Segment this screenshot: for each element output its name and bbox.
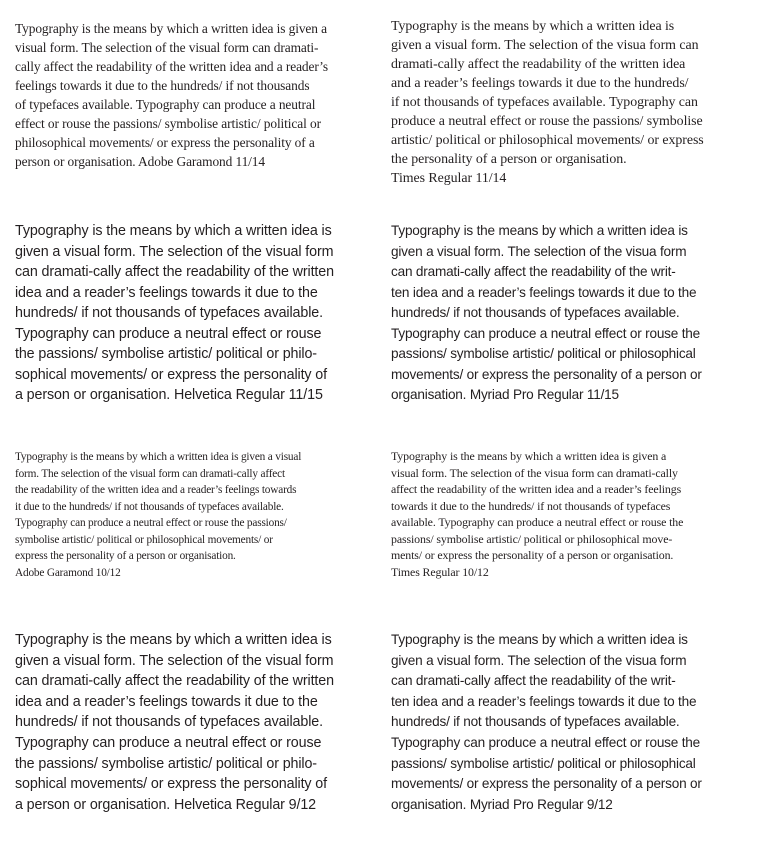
sample-line: given a visual form. The selection of the visual form bbox=[15, 652, 334, 669]
sample-line: Typography is the means by which a written idea is given a bbox=[15, 21, 327, 36]
sample-line: towards it due to the hundreds/ if not thousands of typefaces bbox=[391, 498, 671, 513]
sample-line: can dramati-cally affect the readability of the writ- bbox=[391, 264, 676, 279]
sample-line: hundreds/ if not thousands of typefaces available. bbox=[15, 714, 323, 731]
sample-line: movements/ or express the personality of a person or bbox=[391, 776, 702, 792]
sample-line: produce a neutral effect or rouse the passions/ symbolise bbox=[391, 114, 703, 129]
sample-line: effect or rouse the passions/ symbolise artistic/ political or bbox=[15, 116, 321, 131]
sample-line: hundreds/ if not thousands of typefaces available. bbox=[15, 305, 323, 321]
sample-line: if not thousands of typefaces available. Typography can bbox=[391, 95, 698, 110]
sample-line: a person or organisation. Helvetica Regular 11/15 bbox=[15, 387, 323, 403]
sample-line: hundreds/ if not thousands of typefaces available. bbox=[391, 714, 680, 730]
sample-line: it due to the hundreds/ if not thousands of typefaces available. bbox=[15, 500, 284, 513]
sample-line: passions/ symbolise artistic/ political or philosophical move- bbox=[391, 531, 673, 546]
sample-line: Typography is the means by which a written idea is bbox=[391, 632, 688, 647]
sample-line: Adobe Garamond 10/12 bbox=[15, 566, 121, 579]
sample-line: Times Regular 11/14 bbox=[391, 171, 507, 186]
sample-line: hundreds/ if not thousands of typefaces available. bbox=[391, 305, 680, 320]
sample-line: philosophical movements/ or express the personality of a bbox=[15, 135, 315, 150]
sample-line: passions/ symbolise artistic/ political or philosophical bbox=[391, 755, 696, 771]
sample-line: Typography is the means by which a written idea is bbox=[15, 223, 332, 239]
sample-line: idea and a reader’s feelings towards it due to the bbox=[15, 693, 318, 710]
sample-helvetica-regular-11-15 bbox=[15, 221, 334, 406]
sample-helvetica-regular-9-12 bbox=[15, 630, 334, 815]
sample-line: given a visual form. The selection of the visua form can bbox=[391, 38, 699, 53]
sample-line: sophical movements/ or express the personality of bbox=[15, 776, 327, 793]
sample-line: Typography can produce a neutral effect or rouse bbox=[15, 734, 322, 751]
sample-line: artistic/ political or philosophical movements/ or express bbox=[391, 133, 704, 148]
sample-line: movements/ or express the personality of a person or bbox=[391, 366, 702, 382]
sample-times-regular-10-12 bbox=[391, 448, 683, 580]
sample-line: feelings towards it due to the hundreds/ if not thousands bbox=[15, 78, 310, 93]
sample-line: Times Regular 10/12 bbox=[391, 564, 489, 579]
sample-line: can dramati-cally affect the readability of the written bbox=[15, 673, 334, 690]
sample-adobe-garamond-10-12 bbox=[15, 449, 301, 581]
sample-line: form. The selection of the visual form can dramati-cally affect bbox=[15, 467, 285, 480]
sample-line: organisation. Myriad Pro Regular 11/15 bbox=[391, 387, 619, 402]
sample-line: can dramati-cally affect the readability of the writ- bbox=[391, 673, 676, 689]
sample-line: ten idea and a reader’s feelings towards it due to the bbox=[391, 284, 697, 300]
sample-line: affect the readability of the written idea and a reader’s feelings bbox=[391, 482, 682, 496]
sample-line: organisation. Myriad Pro Regular 9/12 bbox=[391, 796, 613, 812]
sample-line: available. Typography can produce a neutral effect or rouse the bbox=[391, 515, 684, 529]
sample-line: express the personality of a person or organisation. bbox=[15, 550, 236, 562]
sample-line: sophical movements/ or express the personality of bbox=[15, 366, 327, 383]
sample-line: cally affect the readability of the written idea and a reader’s bbox=[15, 59, 328, 74]
sample-line: Typography can produce a neutral effect or rouse the bbox=[391, 325, 701, 341]
sample-line: of typefaces available. Typography can produce a neutral bbox=[15, 97, 316, 112]
sample-line: the readability of the written idea and a reader’s feelings towards bbox=[15, 484, 297, 496]
sample-line: ten idea and a reader’s feelings towards it due to the bbox=[391, 693, 697, 709]
sample-line: Typography can produce a neutral effect or rouse the bbox=[391, 734, 701, 750]
sample-line: the passions/ symbolise artistic/ political or philo- bbox=[15, 755, 317, 772]
sample-line: visual form. The selection of the visua form can dramati-cally bbox=[391, 465, 678, 480]
sample-line: and a reader’s feelings towards it due to the hundreds/ bbox=[391, 76, 689, 91]
sample-line: the passions/ symbolise artistic/ political or philo- bbox=[15, 346, 317, 362]
sample-myriad-pro-regular-9-12 bbox=[391, 630, 702, 815]
sample-line: Typography is the means by which a written idea is given a bbox=[391, 449, 667, 463]
sample-line: Typography is the means by which a written idea is bbox=[391, 19, 675, 34]
sample-line: symbolise artistic/ political or philosophical movements/ or bbox=[15, 533, 273, 546]
sample-line: given a visual form. The selection of the visua form bbox=[391, 243, 687, 259]
sample-line: given a visual form. The selection of the visua form bbox=[391, 652, 687, 668]
sample-myriad-pro-regular-11-15 bbox=[391, 221, 702, 406]
sample-line: a person or organisation. Helvetica Regular 9/12 bbox=[15, 796, 317, 813]
sample-line: person or organisation. Adobe Garamond 11/14 bbox=[15, 154, 265, 169]
sample-line: ments/ or express the personality of a person or organisation. bbox=[391, 548, 674, 562]
sample-line: visual form. The selection of the visual form can dramati- bbox=[15, 40, 319, 55]
sample-times-regular-11-14 bbox=[391, 17, 704, 188]
sample-line: dramati-cally affect the readability of the written idea bbox=[391, 57, 686, 72]
sample-line: Typography is the means by which a written idea is given a visual bbox=[15, 451, 302, 463]
sample-line: Typography is the means by which a written idea is bbox=[15, 632, 332, 648]
sample-line: Typography can produce a neutral effect or rouse the passions/ bbox=[15, 517, 287, 529]
sample-adobe-garamond-11-14 bbox=[15, 19, 328, 171]
sample-line: given a visual form. The selection of the visual form bbox=[15, 243, 334, 260]
sample-line: Typography can produce a neutral effect or rouse bbox=[15, 325, 322, 342]
sample-line: idea and a reader’s feelings towards it due to the bbox=[15, 284, 318, 301]
sample-line: passions/ symbolise artistic/ political or philosophical bbox=[391, 346, 696, 361]
sample-line: Typography is the means by which a written idea is bbox=[391, 223, 688, 238]
sample-line: can dramati-cally affect the readability of the written bbox=[15, 264, 334, 280]
sample-line: the personality of a person or organisation. bbox=[391, 152, 627, 167]
